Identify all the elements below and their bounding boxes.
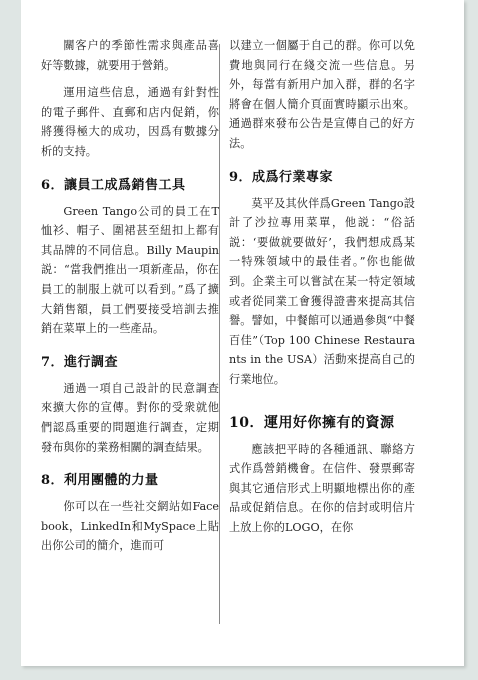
column-divider xyxy=(219,44,220,624)
right-column xyxy=(229,36,415,545)
paragraph: 莫平及其伙伴爲Green Tango設計了沙拉專用菜單，他説：“俗話説：‘要做就要做好’，我們想成爲某一特殊領域中的最佳者。”你也能做到。企業主可以嘗試在某一特定領域或者從同業工會獲得證書來提高其信譽。譬如，中餐館可以通過參與“中餐百佳”（Top 100 Chinese Restaurants in the USA）活動來提高自己的行業地位。 xyxy=(229,196,415,386)
section-heading-6: 6．讓員工成爲銷售工具 xyxy=(41,177,186,193)
section-heading-7: 7．進行調查 xyxy=(41,354,119,370)
section-heading-10: 10．運用好你擁有的資源 xyxy=(229,414,395,431)
paragraph: 通過一項自己設計的民意調查來擴大你的宣傳。對你的受衆就他們認爲重要的問題進行調查，定期發布與你的業務相關的調查結果。 xyxy=(41,381,219,454)
section-heading-9: 9．成爲行業專家 xyxy=(229,169,334,185)
left-column xyxy=(41,36,219,564)
section-heading-8: 8．利用團體的力量 xyxy=(41,473,159,489)
paragraph: 以建立一個屬于自己的群。你可以免費地與同行在綫交流一些信息。另外，每當有新用户加入群，群的名字將會在個人簡介頁面實時顯示出來。通過群來發布公告是宣傳自己的好方法。 xyxy=(229,39,415,150)
paragraph: Green Tango公司的員工在T恤衫、帽子、圍裙甚至紐扣上都有其品牌的不同信息。Billy Maupin説：“當我們推出一項新產品，你在員工的制服上就可以看到。”爲了擴大銷售額，員工們要接受培訓去推銷在菜單上的一些產品。 xyxy=(41,204,219,336)
paragraph: 關客户的季節性需求與產品喜好等數據，就要用于營銷。 xyxy=(41,39,219,72)
paragraph: 運用這些信息，通過有針對性的電子郵件、直郵和店内促銷，你將獲得極大的成功，因爲有數據分析的支持。 xyxy=(41,86,219,158)
paragraph: 應該把平時的各種通訊、聯絡方式作爲營銷機會。在信件、發票郵寄與其它通信形式上明顯地標出你的產品或促銷信息。在你的信封或明信片上放上你的LOGO，在你 xyxy=(229,442,415,534)
paragraph: 你可以在一些社交網站如Facebook，LinkedIn和MySpace上貼出你公司的簡介，進而可 xyxy=(41,500,219,553)
